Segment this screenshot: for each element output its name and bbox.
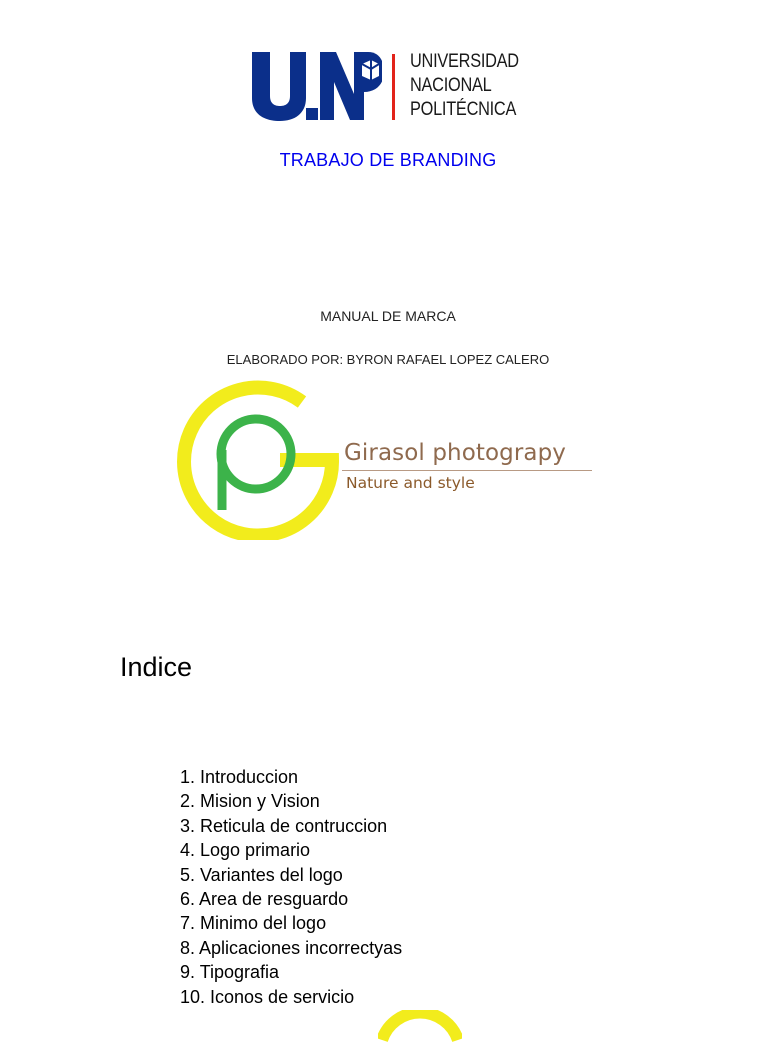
unp-red-divider [392,54,395,120]
university-name [410,50,519,122]
next-page-logo-edge [378,1010,462,1050]
index-item: 7. Minimo del logo [180,913,327,934]
index-item: 8. Aplicaciones incorrectyas [180,937,403,958]
gp-monogram-icon [172,380,342,540]
brand-tagline: Nature and style [346,474,475,492]
index-item: 5. Variantes del logo [180,864,343,885]
index-list [180,765,402,1009]
brand-logo [172,380,602,540]
university-name-line: UNIVERSIDAD [410,51,519,72]
unp-monogram-icon [250,50,382,122]
index-item: 3. Reticula de contruccion [180,815,388,836]
university-name-line: NACIONAL [410,75,492,96]
index-title: Indice [120,652,193,682]
index-item: 4. Logo primario [180,840,311,861]
index-item: 1. Introduccion [180,767,299,787]
index-item: 6. Area de resguardo [180,889,349,910]
index-item: 2. Mision y Vision [180,791,320,812]
subject-title: TRABAJO DE BRANDING [279,150,497,170]
brand-name: Girasol photograpy [344,440,567,466]
index-item: 10. Iconos de servicio [180,986,355,1007]
brand-divider [342,470,592,471]
document-type: MANUAL DE MARCA [320,308,456,324]
author-line: ELABORADO POR: BYRON RAFAEL LOPEZ CALERO [226,352,550,367]
university-logo [250,50,530,124]
index-item: 9. Tipografia [180,962,280,983]
university-name-line: POLITÉCNICA [410,99,517,120]
